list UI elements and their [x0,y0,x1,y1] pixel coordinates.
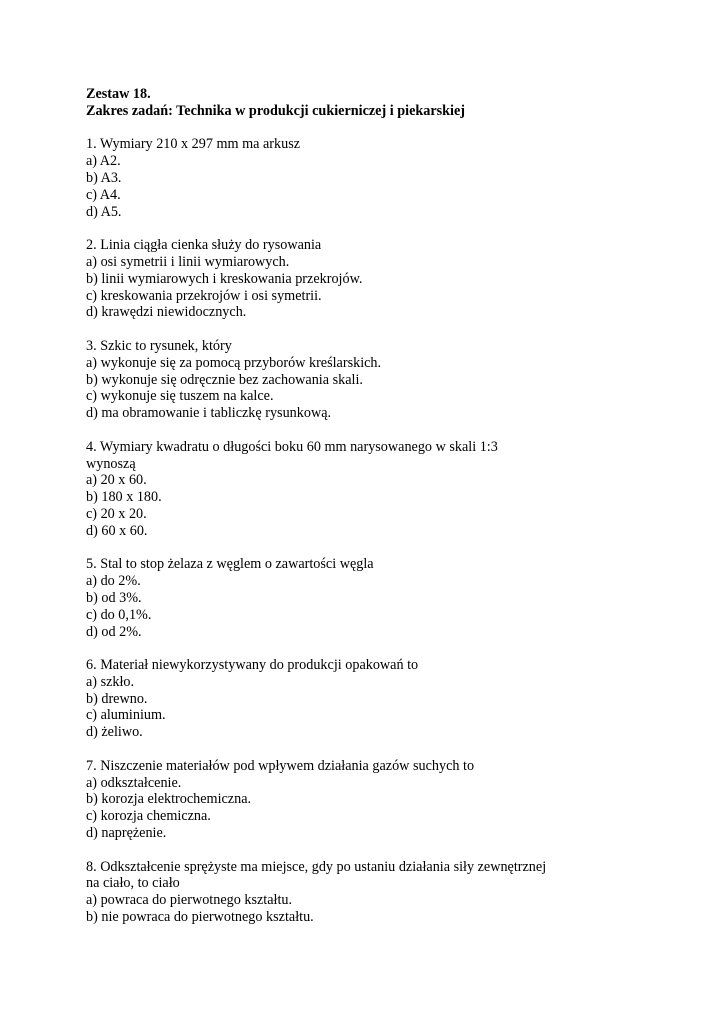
question-text: 4. Wymiary kwadratu o długości boku 60 mm narysowanego w skali 1:3 [86,438,498,455]
answer-option: b) od 3%. [86,589,142,606]
question-5 [86,556,686,640]
answer-option: b) linii wymiarowych i kreskowania przekrojów. [86,270,363,287]
question-text: 1. Wymiary 210 x 297 mm ma arkusz [86,136,301,153]
answer-option: d) ma obramowanie i tabliczkę rysunkową. [86,405,332,422]
answer-option: a) wykonuje się za pomocą przyborów kreślarskich. [86,354,382,371]
question-text: 3. Szkic to rysunek, który [86,337,232,354]
answer-option: c) korozja chemiczna. [86,808,211,825]
answer-option: a) A2. [86,153,121,170]
answer-option: a) odkształcenie. [86,774,182,791]
answer-option: a) osi symetrii i linii wymiarowych. [86,253,290,270]
answer-option: a) 20 x 60. [86,472,147,489]
question-7 [86,758,686,842]
answer-option: c) aluminium. [86,707,166,724]
question-1 [86,136,686,220]
answer-option: a) do 2%. [86,573,141,590]
answer-option: c) A4. [86,186,121,203]
question-4 [86,439,686,540]
answer-option: d) krawędzi niewidocznych. [86,304,247,321]
answer-option: b) nie powraca do pierwotnego kształtu. [86,909,314,926]
answer-option: d) żeliwo. [86,724,143,741]
set-title: Zestaw 18. [86,86,151,102]
question-8 [86,859,686,926]
question-3 [86,338,686,422]
answer-option: b) drewno. [86,690,148,707]
answer-option: c) 20 x 20. [86,505,147,522]
answer-option: d) od 2%. [86,623,142,640]
answer-option: c) wykonuje się tuszem na kalce. [86,388,274,405]
question-text: 2. Linia ciągła cienka służy do rysowania [86,237,322,254]
answer-option: c) kreskowania przekrojów i osi symetrii. [86,287,322,304]
answer-option: b) wykonuje się odręcznie bez zachowania skali. [86,371,363,388]
answer-option: b) 180 x 180. [86,489,162,506]
question-text: 5. Stal to stop żelaza z węglem o zawartości węgla [86,556,374,573]
scope-title: Zakres zadań: Technika w produkcji cukierniczej i piekarskiej [86,102,466,119]
answer-option: a) szkło. [86,673,135,690]
question-text-continued: wynoszą [86,455,136,472]
answer-option: b) korozja elektrochemiczna. [86,791,252,808]
answer-option: d) A5. [86,203,122,220]
answer-option: d) 60 x 60. [86,522,148,539]
answer-option: a) powraca do pierwotnego kształtu. [86,892,293,909]
document-page [86,86,686,926]
answer-option: d) naprężenie. [86,825,167,842]
answer-option: b) A3. [86,169,122,186]
question-text-continued: na ciało, to ciało [86,875,180,892]
question-text: 8. Odkształcenie sprężyste ma miejsce, gdy po ustaniu działania siły zewnętrznej [86,858,547,875]
question-6 [86,657,686,741]
answer-option: c) do 0,1%. [86,606,152,623]
question-text: 6. Materiał niewykorzystywany do produkcji opakowań to [86,657,419,674]
question-text: 7. Niszczenie materiałów pod wpływem działania gazów suchych to [86,757,475,774]
question-2 [86,237,686,321]
